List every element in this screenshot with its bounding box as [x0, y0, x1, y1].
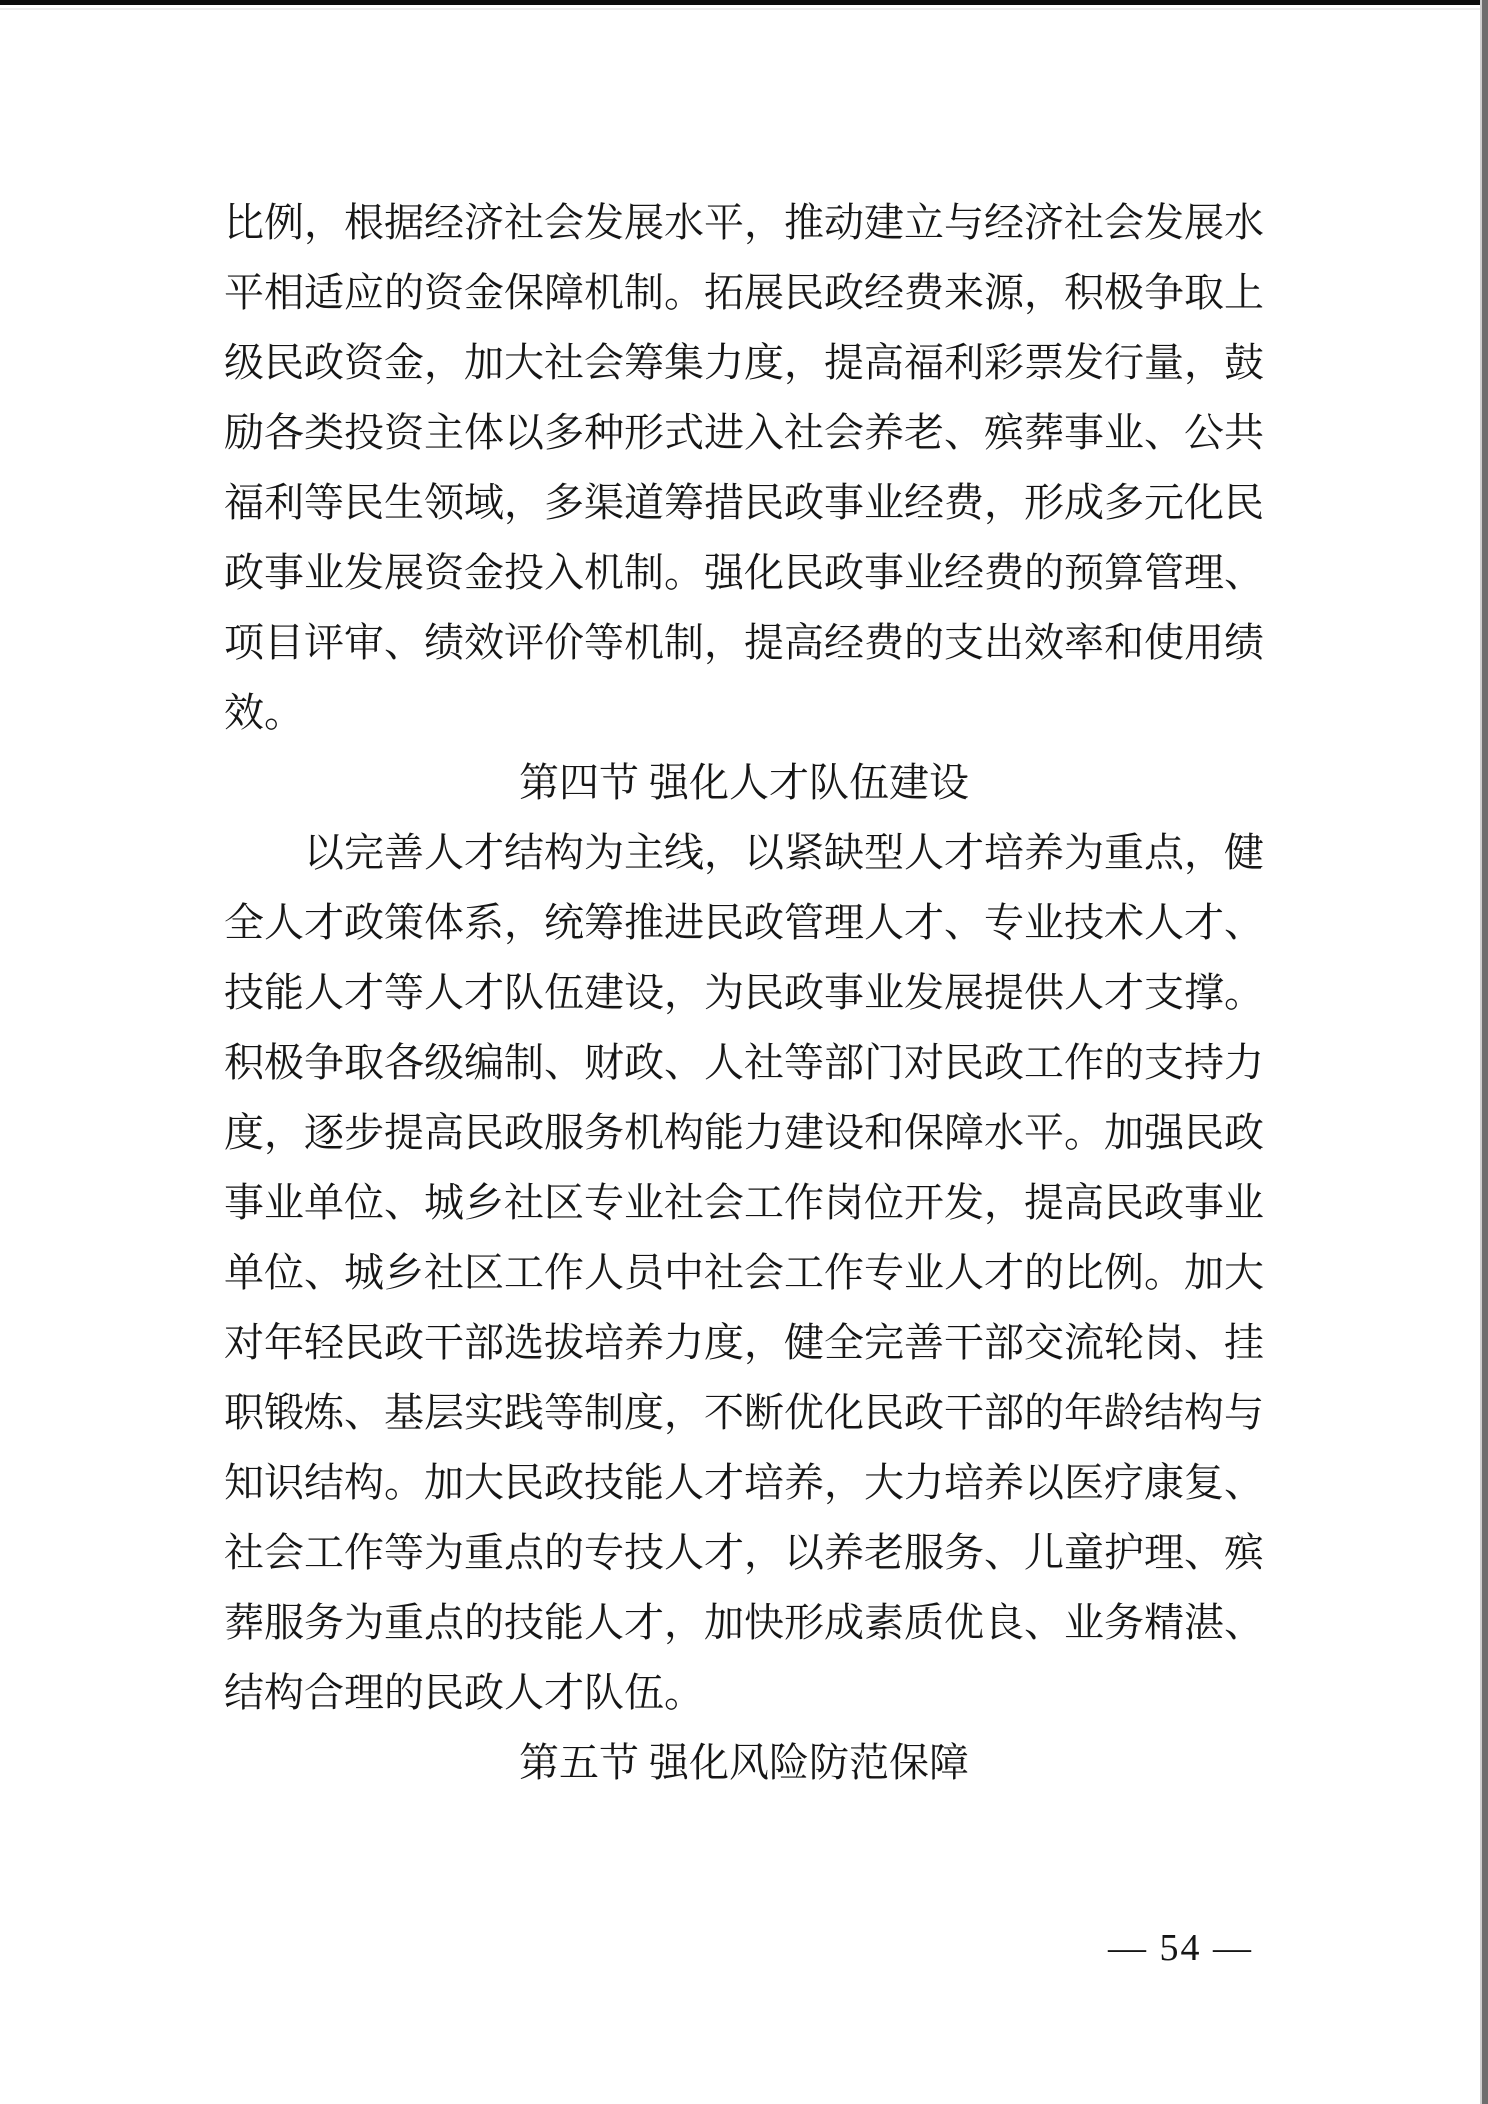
scan-top-edge	[0, 0, 1488, 5]
text-line: 技能人才等人才队伍建设，为民政事业发展提供人才支撑。	[224, 970, 1264, 1015]
text-line: 比例，根据经济社会发展水平，推动建立与经济社会发展水	[224, 200, 1264, 245]
text-line: 以完善人才结构为主线，以紧缺型人才培养为重点，健	[304, 830, 1264, 875]
text-line: 葬服务为重点的技能人才，加快形成素质优良、业务精湛、	[224, 1600, 1264, 1645]
section-heading-4: 第四节 强化人才队伍建设	[519, 760, 969, 805]
section-heading-5: 第五节 强化风险防范保障	[519, 1740, 969, 1785]
text-line: 政事业发展资金投入机制。强化民政事业经费的预算管理、	[224, 550, 1264, 595]
text-line: 知识结构。加大民政技能人才培养，大力培养以医疗康复、	[224, 1460, 1264, 1505]
text-line: 级民政资金，加大社会筹集力度，提高福利彩票发行量，鼓	[224, 340, 1264, 385]
text-line: 职锻炼、基层实践等制度，不断优化民政干部的年龄结构与	[224, 1390, 1264, 1435]
text-line: 全人才政策体系，统筹推进民政管理人才、专业技术人才、	[224, 900, 1264, 945]
text-line: 社会工作等为重点的专技人才，以养老服务、儿童护理、殡	[224, 1530, 1264, 1575]
scan-right-edge	[1482, 0, 1488, 2104]
text-line: 福利等民生领域，多渠道筹措民政事业经费，形成多元化民	[224, 480, 1264, 525]
paragraph-1	[224, 188, 1264, 748]
text-line: 单位、城乡社区工作人员中社会工作专业人才的比例。加大	[224, 1250, 1264, 1295]
text-line: 平相适应的资金保障机制。拓展民政经费来源，积极争取上	[224, 270, 1264, 315]
text-line: 度，逐步提高民政服务机构能力建设和保障水平。加强民政	[224, 1110, 1264, 1155]
text-line: 项目评审、绩效评价等机制，提高经费的支出效率和使用绩	[224, 620, 1264, 665]
text-line: 事业单位、城乡社区专业社会工作岗位开发，提高民政事业	[224, 1180, 1264, 1225]
text-line: 对年轻民政干部选拔培养力度，健全完善干部交流轮岗、挂	[224, 1320, 1264, 1365]
text-line: 积极争取各级编制、财政、人社等部门对民政工作的支持力	[224, 1040, 1264, 1085]
scan-top-shadow	[0, 8, 1488, 10]
page-number: — 54 —	[1108, 1927, 1253, 1969]
text-line: 效。	[224, 690, 304, 735]
paragraph-2	[224, 818, 1264, 1728]
text-line: 励各类投资主体以多种形式进入社会养老、殡葬事业、公共	[224, 410, 1264, 455]
text-line: 结构合理的民政人才队伍。	[224, 1670, 704, 1715]
document-body	[224, 188, 1264, 1798]
